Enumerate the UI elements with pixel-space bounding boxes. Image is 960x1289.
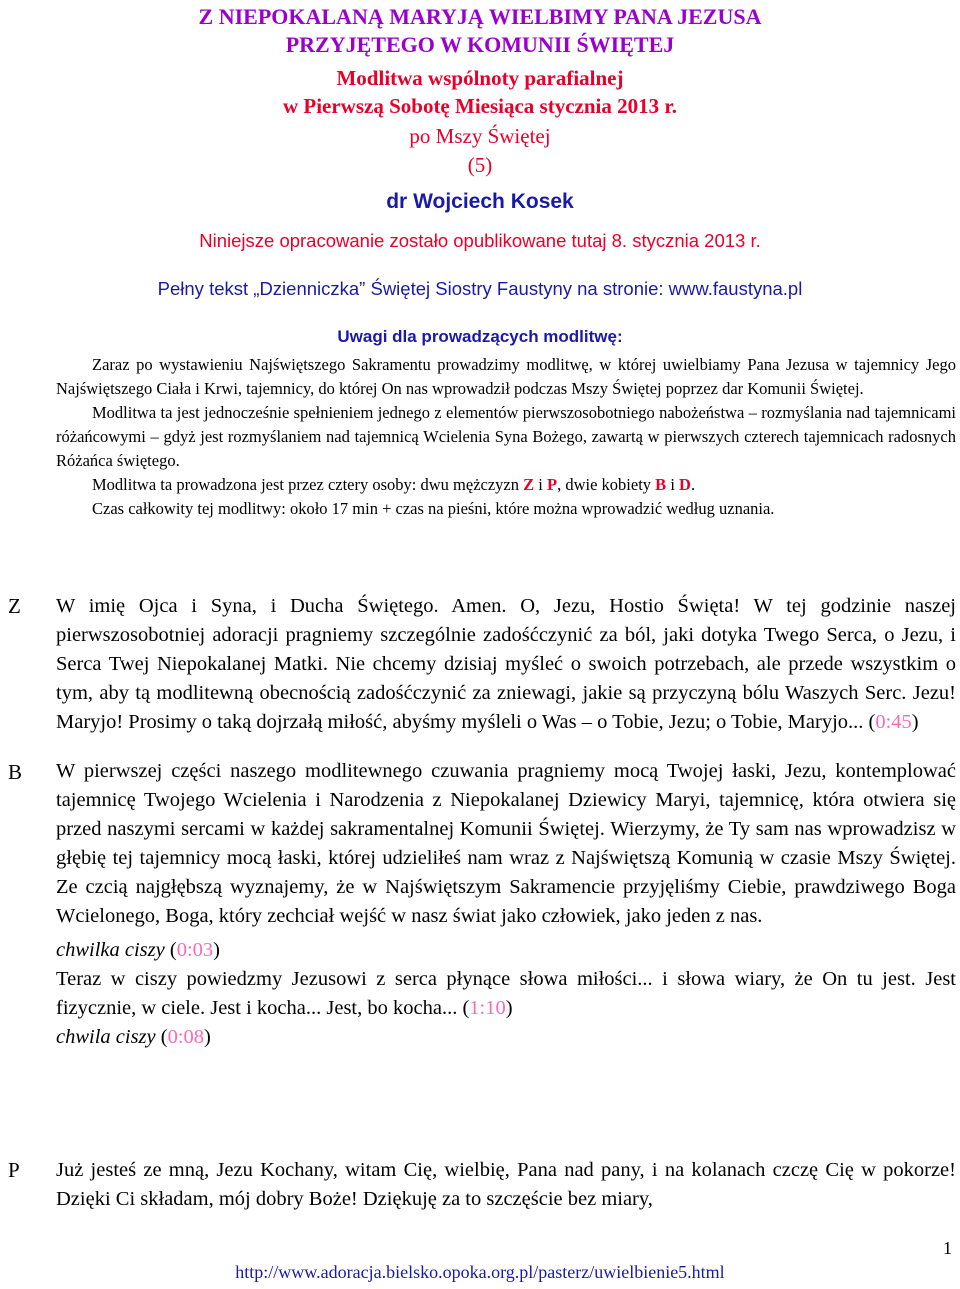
notes-p3-prefix: Modlitwa ta prowadzona jest przez cztery osoby: dwu mężczyzn bbox=[92, 475, 524, 494]
notes-heading: Uwagi dla prowadzących modlitwę: bbox=[337, 327, 623, 346]
section-p-body: Już jesteś ze mną, Jezu Kochany, witam Cię, wielbię, Pana nad pany, i na kolanach czczę Cię w pokorze! Dzięki Ci składam, mój dobry Boże! Dziękuję za to szczęście bez miary, bbox=[56, 1159, 956, 1210]
notes-p3-z: Z bbox=[523, 475, 535, 494]
subtitle-line1: Modlitwa wspólnoty parafialnej bbox=[336, 66, 624, 90]
section-b-silence2: chwila ciszy (0:08) bbox=[56, 1026, 211, 1048]
notes-paragraph-3 bbox=[56, 473, 956, 497]
speaker-z: Z bbox=[8, 594, 21, 618]
page-number: 1 bbox=[943, 1238, 952, 1258]
section-b-text bbox=[56, 757, 956, 1052]
section-z-body: W imię Ojca i Syna, i Ducha Świętego. Amen. O, Jezu, Hostio Święta! W tej godzinie naszej pierwszosobotniej adoracji pragniemy szczególnie zadośćczynić za ból, jaki dotyka Twego Serca, o Jezu, i Serca Twej Niepokalanej Matki. Nie chcemy dzisiaj myśleć o swoich potrzebach, ale przede wszystkim o tym, aby tą modlitewną obecnością zadośćczynić za zniewagi, jakie są przyczyną bólu Waszych Serc. Jezu! Maryjo! Prosimy o taką dojrzałą miłość, abyśmy myśleli o Was – o Tobie, Jezu; o Tobie, Maryjo... ( bbox=[56, 595, 956, 733]
section-p-text bbox=[56, 1156, 956, 1214]
author: dr Wojciech Kosek bbox=[386, 190, 574, 213]
notes-p3-mid: , dwie kobiety bbox=[557, 475, 656, 494]
notes-block bbox=[56, 353, 956, 521]
section-z-text bbox=[56, 592, 956, 737]
notes-paragraph-4: Czas całkowity tej modlitwy: około 17 min + czas na pieśni, które można wprowadzić według uznania. bbox=[92, 499, 775, 518]
notes-paragraph-2: Modlitwa ta jest jednocześnie spełnieniem jednego z elementów pierwszosobotniego nabożeństwa – rozmyślania nad tajemnicami różańcowymi – gdyż jest rozmyślaniem nad tajemnicą Wcielenia Syna Bożego, zawartą w pierwszych czterech tajemnicach radosnych Różańca świętego. bbox=[56, 403, 956, 470]
subtitle-line2: w Pierwszą Sobotę Miesiąca stycznia 2013 r. bbox=[282, 94, 678, 118]
footer-url[interactable]: http://www.adoracja.bielsko.opoka.org.pl/pasterz/uwielbienie5.html bbox=[235, 1262, 725, 1282]
notes-p3-end: . bbox=[690, 475, 696, 494]
published-note: Niniejsze opracowanie zostało opublikowane tutaj 8. stycznia 2013 r. bbox=[199, 230, 761, 251]
notes-p3-p: P bbox=[547, 475, 558, 494]
notes-p3-b: B bbox=[655, 475, 667, 494]
section-b-silence1: chwilka ciszy (0:03) bbox=[56, 939, 220, 961]
section-b-body: W pierwszej części naszego modlitewnego czuwania pragniemy mocą Twojej łaski, Jezu, kontemplować tajemnicę Twojego Wcielenia i Narodzenia z Niepokalanej Dziewicy Maryi, tajemnicę, która otwiera się przed naszymi sercami w każdej sakramentalnej Komunii Świętej. Wierzymy, że Ty sam nas wprowadzisz w głębię tej tajemnicy mocą łaski, której udzieliłeś nam wraz z Najświętszą Komunią w czasie Mszy Świętej. Ze czcią najgłębszą wyznajemy, że w Najświętszym Sakramencie przyjęliśmy Ciebie, prawdziwego Boga Wcielonego, Boga, który zechciał wejść w nasz świat jako człowiek, jako jeden z nas. bbox=[56, 760, 956, 927]
diary-link[interactable]: Pełny tekst „Dzienniczka” Świętej Siostry Faustyny na stronie: www.faustyna.pl bbox=[157, 278, 803, 299]
page-title-line1: Z NIEPOKALANĄ MARYJĄ WIELBIMY PANA JEZUSA bbox=[198, 4, 762, 29]
section-z-time: 0:45 bbox=[875, 711, 912, 733]
notes-p3-and2: i bbox=[666, 475, 680, 494]
section-b-silence2-label: chwila ciszy bbox=[56, 1026, 156, 1048]
page-title-line2: PRZYJĘTEGO W KOMUNII ŚWIĘTEJ bbox=[285, 32, 675, 57]
subtitle-line3: po Mszy Świętej bbox=[409, 124, 551, 148]
section-b-silence1-time: 0:03 bbox=[176, 939, 214, 961]
section-b-text2: Teraz w ciszy powiedzmy Jezusowi z serca płynące słowa miłości... i słowa wiary, że On tu jest. Jest fizycznie, w ciele. Jest i kocha... Jest, bo kocha... (1:10) bbox=[56, 968, 956, 1019]
subtitle-number: (5) bbox=[467, 153, 493, 177]
section-z-close: ) bbox=[911, 711, 919, 733]
speaker-p: P bbox=[8, 1158, 20, 1182]
section-b-time2: 1:10 bbox=[469, 997, 506, 1019]
section-b-silence1-label: chwilka ciszy bbox=[56, 939, 165, 961]
notes-p3-and1: i bbox=[534, 475, 547, 494]
section-b-text2-body: Teraz w ciszy powiedzmy Jezusowi z serca płynące słowa miłości... i słowa wiary, że On tu jest. Jest fizycznie, w ciele. Jest i kocha... Jest, bo kocha... ( bbox=[56, 968, 956, 1019]
notes-paragraph-1: Zaraz po wystawieniu Najświętszego Sakramentu prowadzimy modlitwę, w której uwielbiamy Pana Jezusa w tajemnicy Jego Najświętszego Ciała i Krwi, tajemnicy, do której On nas wprowadził podczas Mszy Świętej poprzez dar Komunii Świętej. bbox=[56, 355, 956, 398]
notes-p3-d: D bbox=[679, 475, 691, 494]
speaker-b: B bbox=[8, 760, 23, 784]
section-b-silence2-time: 0:08 bbox=[167, 1026, 205, 1048]
